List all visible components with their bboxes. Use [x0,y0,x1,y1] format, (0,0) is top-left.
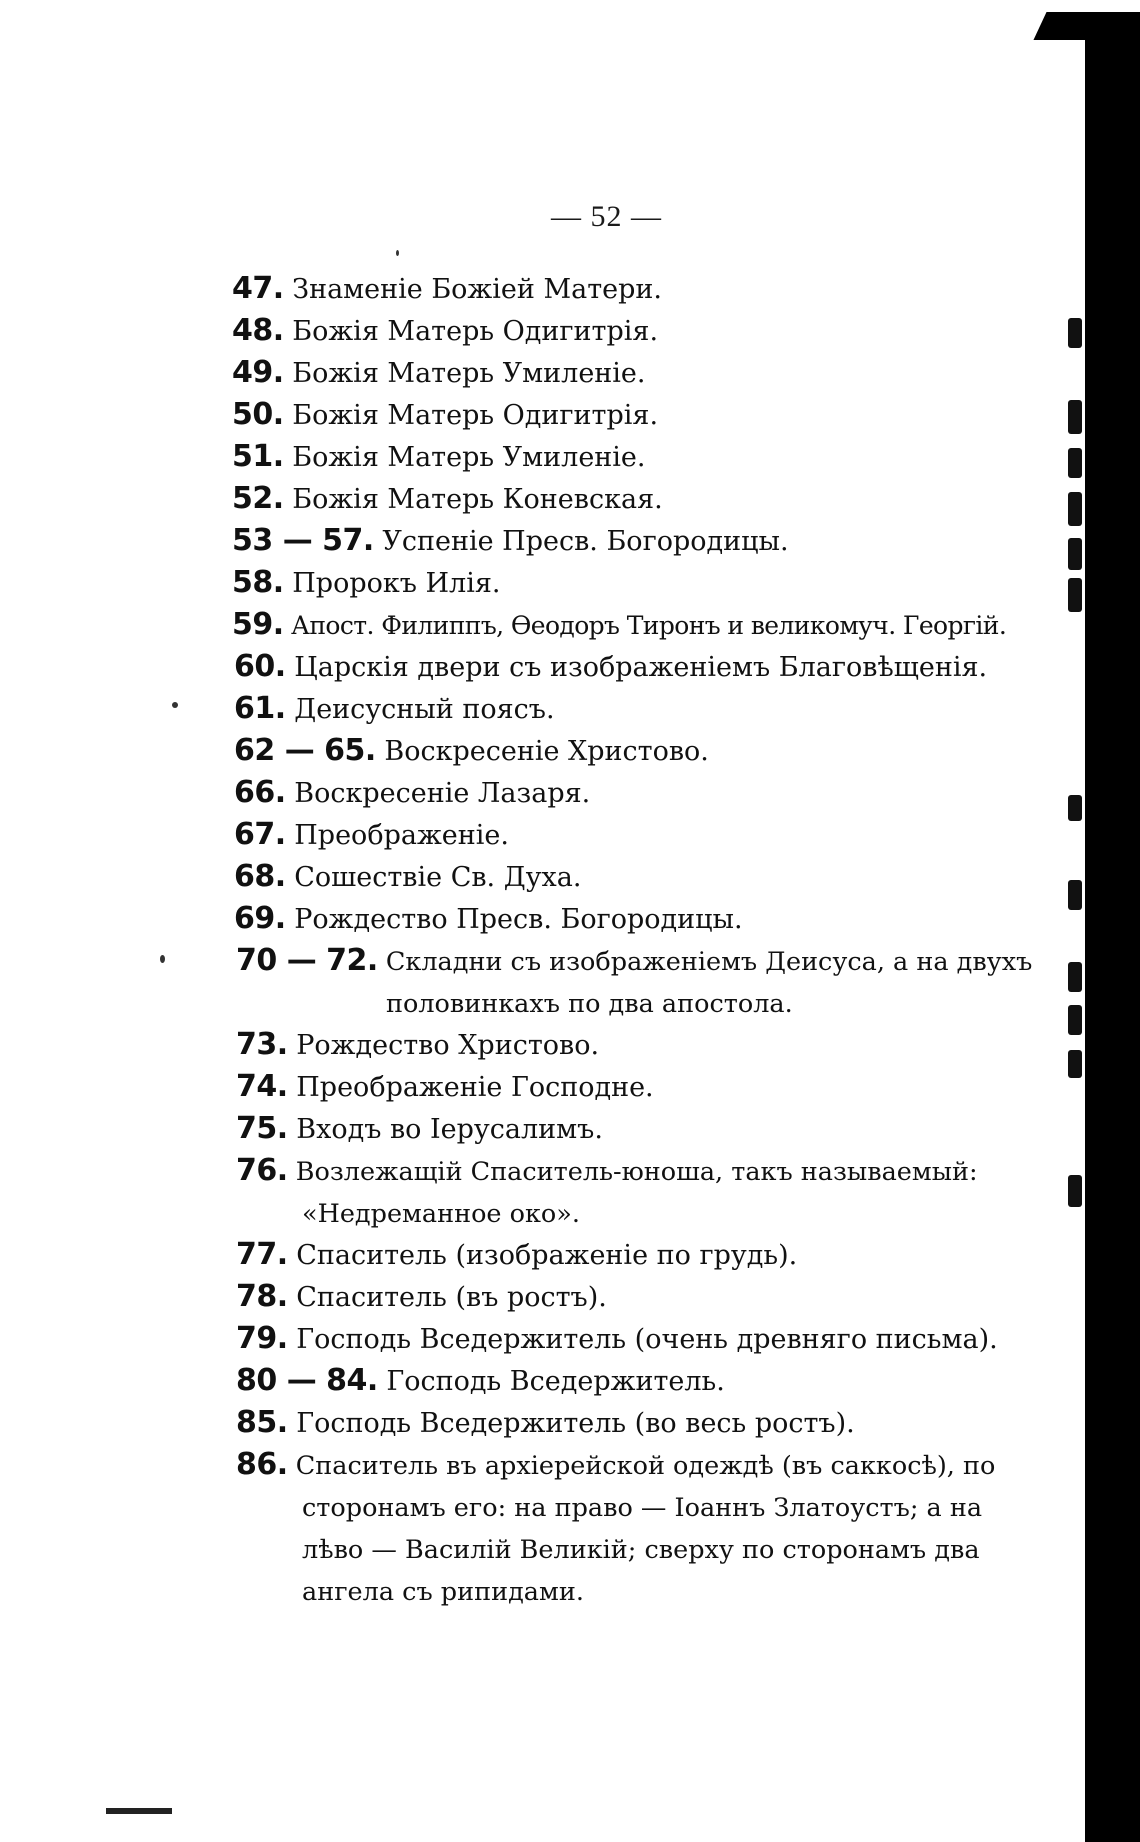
entry-text: Спаситель (изображеніе по грудь). [296,1240,798,1271]
entry-number: 59. [232,607,284,642]
bleed-mark [1068,538,1082,570]
entry-62-65 [234,730,709,773]
entry-79 [236,1318,998,1361]
entry-text: Знаменіе Божіей Матери. [292,274,662,305]
entry-number: 51. [232,439,284,474]
entry-73 [236,1024,599,1067]
entry-number: 70 — 72. [236,943,378,978]
entry-number: 50. [232,397,284,432]
entry-text: Преображеніе Господне. [296,1072,654,1103]
entry-continuation: «Недреманное око». [302,1199,580,1229]
entry-76 [236,1150,978,1235]
entry-text: Царскія двери съ изображеніемъ Благовѣщенія. [294,652,988,683]
entry-50 [232,394,658,437]
entry-text: Преображеніе. [294,820,509,851]
scan-dot [172,702,178,708]
entry-number: 76. [236,1153,288,1188]
entry-number: 80 — 84. [236,1363,378,1398]
entry-number: 79. [236,1321,288,1356]
entry-text: Входъ во Іерусалимъ. [296,1114,603,1145]
entry-number: 86. [236,1447,288,1482]
entry-59 [232,604,1006,647]
entry-number: 74. [236,1069,288,1104]
entry-continuation: половинкахъ по два апостола. [386,989,793,1019]
entry-number: 48. [232,313,284,348]
entry-text: Спаситель (въ ростъ). [296,1282,607,1313]
entry-48 [232,310,658,353]
bleed-mark [1068,1005,1082,1035]
entry-text: Спаситель въ архіерейской одеждѣ (въ саккосѣ), по [295,1451,996,1481]
bleed-mark [1068,880,1082,910]
entry-61 [234,688,555,731]
entry-text: Деисусный поясъ. [294,694,555,725]
entry-text: Господь Вседержитель (очень древняго письма). [296,1324,998,1355]
entry-number: 60. [234,649,286,684]
bleed-mark [1068,492,1082,526]
entry-number: 62 — 65. [234,733,376,768]
entry-first-line [236,1444,995,1487]
entry-74 [236,1066,654,1109]
entry-text: Воскресеніе Лазаря. [294,778,591,809]
entry-continuation: ангела съ рипидами. [302,1577,584,1607]
entry-number: 73. [236,1027,288,1062]
entry-text: Воскресеніе Христово. [384,736,709,767]
scan-mark [106,1808,172,1814]
entry-text: Складни съ изображеніемъ Деисуса, а на двухъ [385,947,1033,977]
entry-text: Рождество Пресв. Богородицы. [294,904,743,935]
entry-text: Пророкъ Илія. [292,568,501,599]
entry-number: 58. [232,565,284,600]
entry-49 [232,352,646,395]
entry-number: 47. [232,271,284,306]
entry-78 [236,1276,607,1319]
entry-69 [234,898,743,941]
entry-first-line [236,1150,978,1193]
entry-58 [232,562,500,605]
entry-first-line [236,940,1032,983]
entry-number: 67. [234,817,286,852]
entry-text: Господь Вседержитель. [386,1366,725,1397]
binding-bar [1085,12,1140,1842]
entry-text: Божія Матерь Коневская. [292,484,663,515]
page-number: — 52 — [551,200,662,233]
bleed-mark [1068,1175,1082,1207]
entry-number: 61. [234,691,286,726]
entry-67 [234,814,509,857]
entry-number: 78. [236,1279,288,1314]
entry-number: 52. [232,481,284,516]
scan-dot [396,250,399,256]
entry-text: Возлежащій Спаситель-юноша, такъ называемый: [295,1157,978,1187]
entry-47 [232,268,662,311]
entry-53-57 [232,520,789,563]
bleed-mark [1068,578,1082,612]
bleed-mark [1068,962,1082,992]
entry-text: Апост. Филиппъ, Ѳеодоръ Тиронъ и великомуч. Георгій. [291,611,1007,640]
entry-text: Рождество Христово. [296,1030,600,1061]
entry-number: 49. [232,355,284,390]
entry-number: 77. [236,1237,288,1272]
entry-number: 85. [236,1405,288,1440]
entry-text: Сошествіе Св. Духа. [294,862,582,893]
entry-text: Господь Вседержитель (во весь ростъ). [296,1408,855,1439]
entry-text: Успеніе Пресв. Богородицы. [382,526,789,557]
scan-dot [160,955,165,963]
entry-66 [234,772,590,815]
entry-continuation: сторонамъ его: на право — Іоаннъ Златоустъ; а на [302,1493,983,1523]
entry-number: 66. [234,775,286,810]
entry-number: 53 — 57. [232,523,374,558]
entry-70-72 [236,940,1032,1025]
entry-text: Божія Матерь Одигитрія. [292,400,659,431]
entry-51 [232,436,646,479]
entry-text: Божія Матерь Умиленіе. [292,358,646,389]
bleed-mark [1068,448,1082,478]
entry-85 [236,1402,855,1445]
bleed-mark [1068,400,1082,434]
entry-68 [234,856,581,899]
bleed-mark [1068,318,1082,348]
entry-continuation: лѣво — Василій Великій; сверху по сторонамъ два [302,1535,980,1565]
entry-number: 69. [234,901,286,936]
entry-86 [236,1444,995,1613]
entry-number: 75. [236,1111,288,1146]
entry-77 [236,1234,797,1277]
entry-text: Божія Матерь Умиленіе. [292,442,646,473]
entry-52 [232,478,663,521]
entry-number: 68. [234,859,286,894]
entry-text: Божія Матерь Одигитрія. [292,316,659,347]
entry-80-84 [236,1360,725,1403]
entry-60 [234,646,987,689]
bleed-mark [1068,795,1082,821]
entry-75 [236,1108,603,1151]
bleed-mark [1068,1050,1082,1078]
